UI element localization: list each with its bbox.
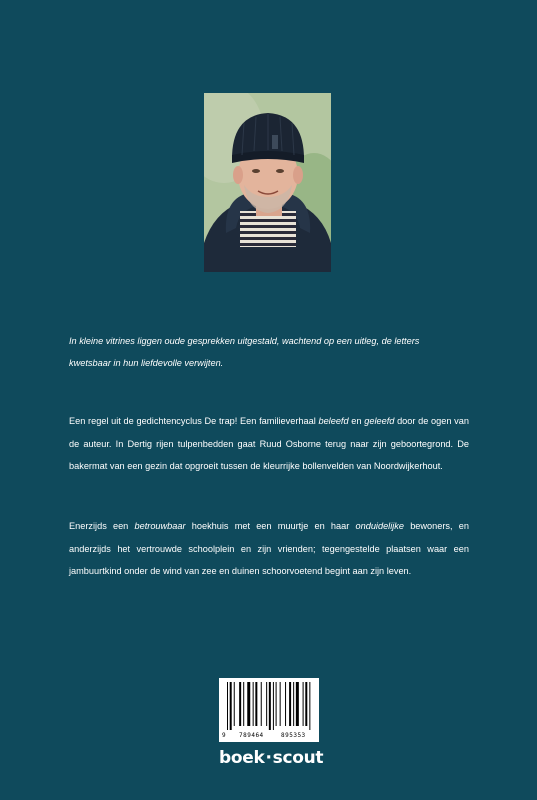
paragraph-1-text-c: door de ogen van de auteur. In Dertig rijen tulpenbedden gaat Ruud Osborne terug naar zijn geboortegrond. De bakermat van een gezin dat opgroeit tussen de kleurrijke bollenvelden van Noordwijkerhout. (69, 416, 469, 471)
paragraph-1-text-b: en (348, 416, 365, 426)
logo-part-1: boek (219, 748, 265, 768)
quote-line-2: kwetsbaar in hun liefdevolle verwijten. (69, 358, 224, 368)
paragraph-1-emphasis-a: beleefd (318, 416, 349, 426)
logo-dot: · (265, 748, 272, 768)
quote-line-1: In kleine vitrines liggen oude gesprekken uitgestald, wachtend op een uitleg, de letters (69, 336, 420, 346)
barcode-first-digit: 9 (222, 732, 227, 739)
barcode-right-group: 895353 (281, 732, 306, 739)
isbn-barcode (219, 678, 319, 742)
paragraph-2-emphasis-a: betrouwbaar (134, 521, 186, 531)
description-paragraph-2 (69, 515, 469, 583)
description-paragraph-1 (69, 410, 469, 478)
paragraph-1-emphasis-b: geleefd (364, 416, 395, 426)
barcode-bars (219, 678, 319, 733)
author-photo (204, 93, 331, 272)
paragraph-2-text-b: hoekhuis met een muurtje en haar (185, 521, 356, 531)
barcode-left-group: 789464 (239, 732, 264, 739)
logo-part-2: scout (272, 748, 324, 768)
publisher-logo (219, 748, 323, 768)
paragraph-1-text-a: Een regel uit de gedichtencyclus De trap! Een familieverhaal (69, 416, 319, 426)
paragraph-2-text-a: Enerzijds een (69, 521, 135, 531)
paragraph-2-text-c: bewoners, en anderzijds het vertrouwde schoolplein en zijn vrienden; tegengestelde plaatsen waar een jambuurtkind onder de wind van zee en duinen schoorvoetend begint aan zijn leven. (69, 521, 469, 576)
opening-quote (69, 330, 469, 374)
paragraph-2-emphasis-b: onduidelijke (355, 521, 405, 531)
